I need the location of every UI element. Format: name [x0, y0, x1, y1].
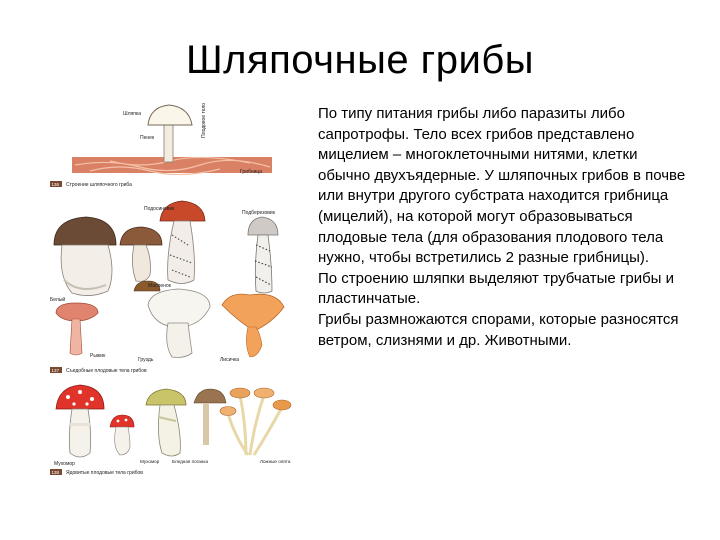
label-mukhomor-2: Мухомор	[140, 459, 160, 464]
ryzhik-cap	[56, 303, 98, 321]
gruzd-stem	[167, 323, 192, 358]
label-poganka: Бледная поганка	[172, 459, 209, 464]
label-beliy: Белый	[50, 297, 66, 303]
podosinovik-stem	[168, 221, 195, 284]
caption-1: Строение шляпочного гриба	[66, 182, 132, 188]
small-brown-stem	[132, 245, 150, 281]
mukhomor-cap	[56, 385, 104, 409]
label-gruzd: Груздь	[138, 357, 154, 363]
poganka-cap	[146, 389, 186, 405]
beliy-stem	[61, 245, 112, 296]
mukhomor-stem	[69, 409, 90, 457]
label-stem: Пенек	[140, 135, 155, 141]
label-podberezovik: Подберезовик	[242, 210, 275, 216]
paragraph-cap-structure: По строению шляпки выделяют трубчатые грибы и пластинчатые.	[318, 269, 674, 308]
label-ryzhik: Рыжик	[90, 353, 106, 359]
body-text	[318, 104, 690, 351]
caption-number-1-text: 136	[51, 182, 60, 187]
paragraph-nutrition: По типу питания грибы либо паразиты либо сапротрофы. Тело всех грибов представлено мицелием – многоклеточными нитями, клетки обычно двухъядерные. У шляпочных грибов в почве или внутри другого субстрата находится грибница (мицелий), на которой могут образовываться плодовые тела (для образования плодового тела нужно, чтобы встретились 2 разные грибницы).	[318, 105, 686, 267]
ryzhik-stem	[70, 319, 82, 355]
beliy-cap	[54, 217, 116, 245]
caption-3: Ядовитые плодовые тела грибов	[66, 470, 143, 476]
label-opyata: Ложные опята	[260, 459, 291, 464]
label-maslenok: Масленок	[148, 283, 171, 289]
panel-poisonous	[50, 385, 291, 476]
small-brown-cap	[120, 227, 162, 245]
label-lisichka: Лисичка	[220, 357, 240, 363]
opyata-cluster	[220, 388, 291, 455]
panel-edible	[50, 201, 284, 374]
lisichka-stem	[246, 327, 262, 357]
label-cap: Шляпка	[123, 111, 141, 117]
brown-poison-cap	[194, 389, 226, 403]
label-podosinovik: Подосиновик	[144, 206, 175, 212]
podberezovik-cap	[248, 217, 278, 235]
poganka-stem	[158, 405, 180, 456]
label-body: Плодовое тело	[201, 102, 207, 138]
label-mycelium: Грибница	[240, 169, 263, 175]
lisichka-cap	[222, 294, 284, 331]
caption-2: Съедобные плодовые тела грибов	[66, 368, 147, 374]
caption-number-2-text: 137	[51, 368, 60, 373]
paragraph-reproduction: Грибы размножаются спорами, которые разносятся ветром, слизнями и др. Животными.	[318, 310, 679, 349]
label-mukhomor: Мухомор	[54, 461, 75, 467]
gruzd-cap	[148, 289, 210, 327]
mukhomor-small-stem	[115, 427, 130, 455]
panel-structure	[50, 103, 272, 188]
mukhomor-small-cap	[110, 415, 134, 427]
structure-cap	[148, 105, 192, 125]
mushroom-illustration	[50, 95, 300, 480]
slide-title: Шляпочные грибы	[185, 38, 535, 82]
structure-stem	[164, 122, 173, 162]
caption-number-3-text: 138	[51, 470, 60, 475]
